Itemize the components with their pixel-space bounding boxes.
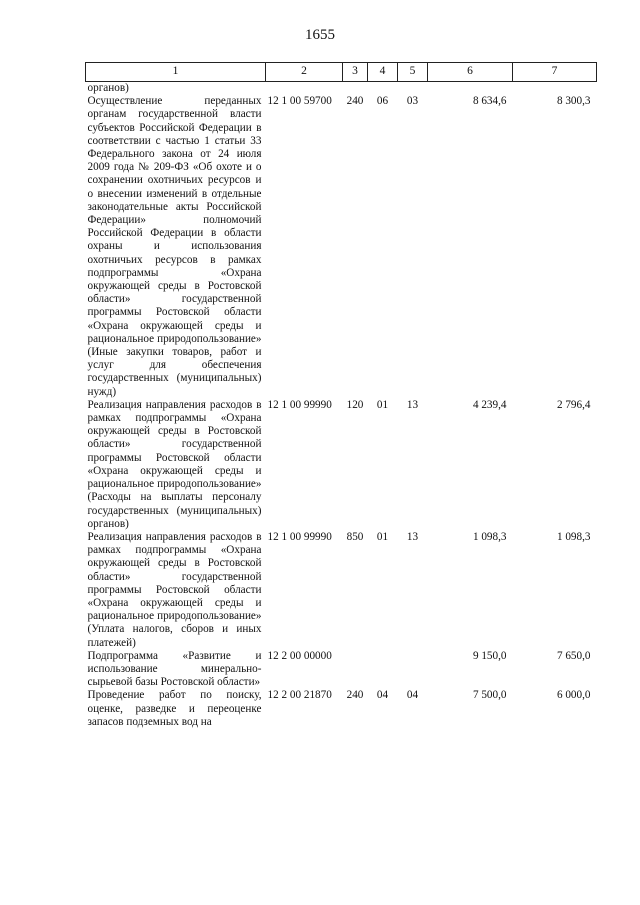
page-number: 1655 xyxy=(305,27,335,43)
amount-year-1: 9 150,0 xyxy=(472,649,507,662)
target-article-code: 12 2 00 21870 xyxy=(267,689,332,702)
amount-year-1: 4 239,4 xyxy=(472,398,507,411)
target-article-code: 12 1 00 99990 xyxy=(267,530,332,543)
expense-type-code: 850 xyxy=(346,530,364,543)
amount-year-1: 1 098,3 xyxy=(472,530,507,543)
column-header: 6 xyxy=(428,63,513,82)
section-code xyxy=(368,650,398,690)
amount-year-1: 8 634,6 xyxy=(472,95,507,108)
table-row xyxy=(86,95,597,399)
row-description: Подпрограмма «Развитие и использование минерально-сырьевой базы Ростовской области» xyxy=(87,649,262,689)
column-header: 3 xyxy=(343,63,368,82)
table-row xyxy=(86,650,597,690)
table-header-row xyxy=(86,63,597,82)
amount-year-2: 6 000,0 xyxy=(556,689,591,702)
column-header: 7 xyxy=(513,63,597,82)
section-code: 01 xyxy=(376,398,389,411)
target-article-code: 12 2 00 00000 xyxy=(267,649,332,662)
target-article-code: 12 1 00 59700 xyxy=(267,95,332,108)
section-code: 01 xyxy=(376,530,389,543)
subsection-code: 03 xyxy=(406,95,419,108)
expense-type-code xyxy=(343,650,368,690)
subsection-code: 13 xyxy=(406,530,419,543)
table-row xyxy=(86,399,597,531)
column-header: 1 xyxy=(86,63,266,82)
column-header: 2 xyxy=(266,63,343,82)
continuation-text: органов) xyxy=(87,82,129,94)
row-description: Осуществление переданных органам государственной власти субъектов Российской Федерации в соответствии с частью 1 статьи 33 Федерального закона от 24 июля 2009 года № 209-ФЗ «Об охоте и о сохранении охотничьих ресурсов и о внесении изменений в отдельные законодательные акты Российской Федерации» полномочий Российской Федерации в области охраны и использования охотничьих ресурсов в рамках подпрограммы «Охрана окружающей среды в Ростовской области» государственной программы Ростовской области «Охрана окружающей среды и рациональное природопользование» (Иные закупки товаров, работ и услуг для обеспечения государственных (муниципальных) нужд) xyxy=(87,95,262,398)
section-code: 04 xyxy=(376,689,389,702)
subsection-code: 13 xyxy=(406,398,419,411)
budget-table xyxy=(85,62,597,729)
amount-year-2: 2 796,4 xyxy=(556,398,591,411)
expense-type-code: 240 xyxy=(346,689,364,702)
column-header: 4 xyxy=(368,63,398,82)
subsection-code xyxy=(398,650,428,690)
amount-year-2: 8 300,3 xyxy=(556,95,591,108)
amount-year-2: 1 098,3 xyxy=(556,530,591,543)
section-code: 06 xyxy=(376,95,389,108)
row-description: Проведение работ по поиску, оценке, разведке и переоценке запасов подземных вод на xyxy=(87,689,262,728)
amount-year-2: 7 650,0 xyxy=(556,649,591,662)
table-row xyxy=(86,689,597,729)
target-article-code: 12 1 00 99990 xyxy=(267,398,332,411)
row-description: Реализация направления расходов в рамках подпрограммы «Охрана окружающей среды в Ростовской области» государственной программы Ростовской области «Охрана окружающей среды и рациональное природопользование» (Уплата налогов, сборов и иных платежей) xyxy=(87,530,262,649)
subsection-code: 04 xyxy=(406,689,419,702)
amount-year-1: 7 500,0 xyxy=(472,689,507,702)
column-header: 5 xyxy=(398,63,428,82)
table-row xyxy=(86,531,597,650)
expense-type-code: 120 xyxy=(346,398,364,411)
expense-type-code: 240 xyxy=(346,95,364,108)
continuation-row xyxy=(86,82,597,96)
row-description: Реализация направления расходов в рамках подпрограммы «Охрана окружающей среды в Ростовской области» государственной программы Ростовской области «Охрана окружающей среды и рациональное природопользование» (Расходы на выплаты персоналу государственных (муниципальных) органов) xyxy=(87,398,262,530)
